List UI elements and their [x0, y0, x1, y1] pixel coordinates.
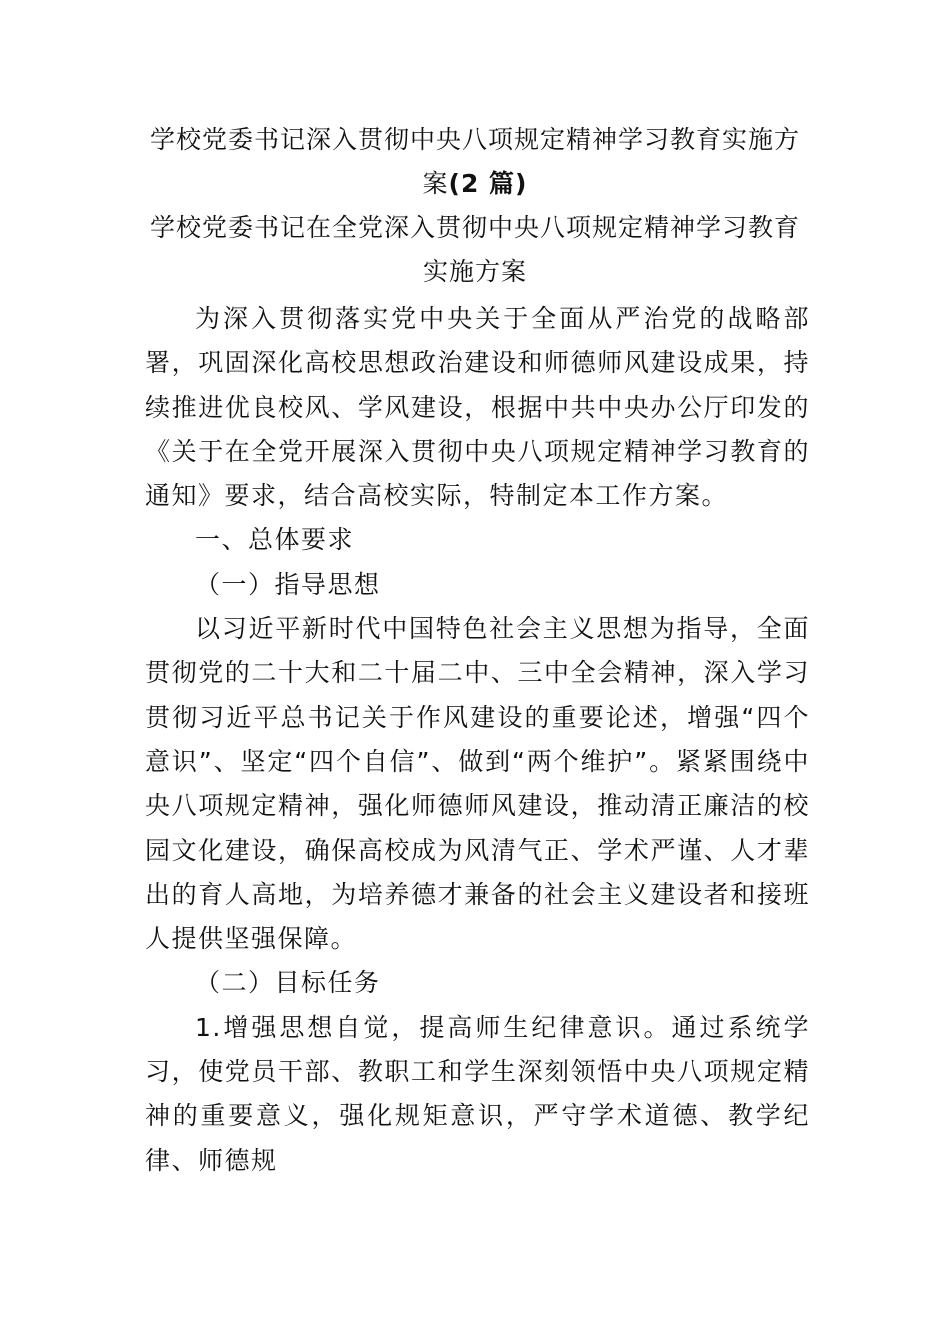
document-title — [145, 118, 805, 206]
subsection-heading: （一）指导思想 — [195, 569, 381, 599]
document-body — [145, 297, 810, 1183]
goal-paragraph: 1.增强思想自觉，提高师生纪律意识。通过系统学习，使党员干部、教职工和学生深刻领悟中央八项规定精神的重要意义，强化规矩意识，严守学术道德、教学纪律、师德规 — [145, 1012, 810, 1175]
document-title-count: (2 篇) — [448, 169, 528, 198]
guiding-thought-paragraph: 以习近平新时代中国特色社会主义思想为指导，全面贯彻党的二十大和二十届二中、三中全会精神，深入学习贯彻习近平总书记关于作风建设的重要论述，增强“四个意识”、坚定“四个自信”、做到“两个维护”。紧紧围绕中央八项规定精神，强化师德师风建设，推动清正廉洁的校园文化建设，确保高校成为风清气正、学术严谨、人才辈出的育人高地，为培养德才兼备的社会主义建设者和接班人提供坚强保障。 — [145, 614, 810, 954]
section-heading: 一、总体要求 — [195, 525, 355, 555]
document-subtitle: 学校党委书记在全党深入贯彻中央八项规定精神学习教育实施方案 — [149, 213, 800, 286]
intro-paragraph: 为深入贯彻落实党中央关于全面从严治党的战略部署，巩固深化高校思想政治建设和师德师风建设成果，持续推进优良校风、学风建设，根据中共中央办公厅印发的《关于在全党开展深入贯彻中央八项规定精神学习教育的通知》要求，结合高校实际，特制定本工作方案。 — [145, 304, 810, 511]
subsection-heading: （二）目标任务 — [195, 968, 381, 998]
document-title-text: 学校党委书记深入贯彻中央八项规定精神学习教育实施方案 — [149, 125, 800, 198]
